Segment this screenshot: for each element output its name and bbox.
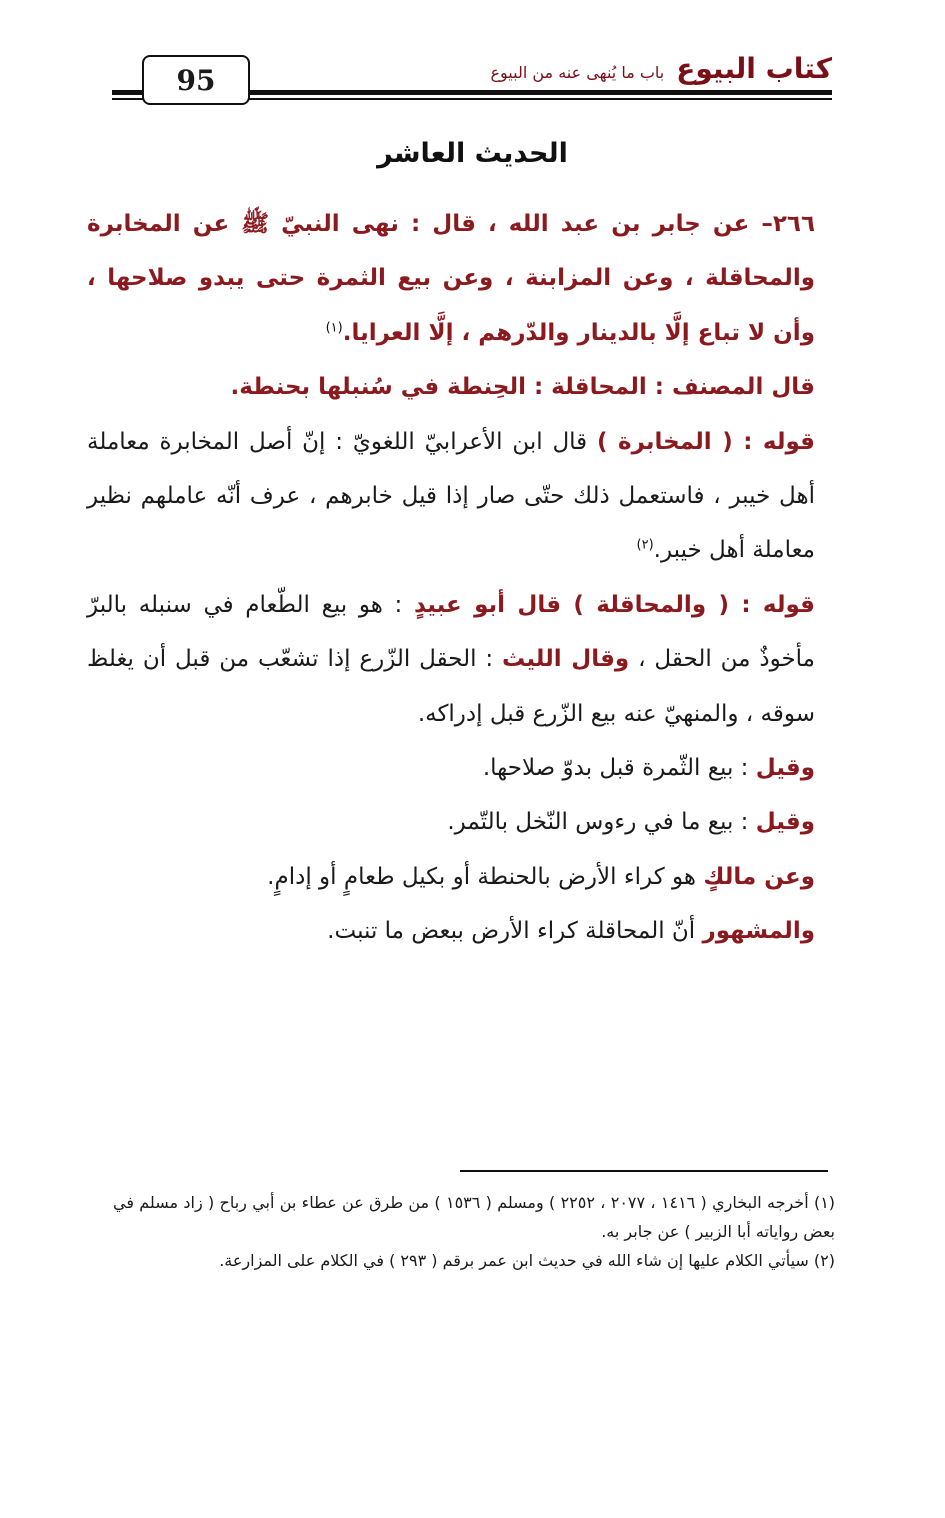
text-mukhabara: قال ابن الأعرابيّ اللغويّ : إنّ أصل المخابرة معاملة أهل خيبر ، فاستعمل ذلك حتّى صار إذا قيل خابرهم ، عرف أنّه عاملهم نظير معاملة أهل خيبر. bbox=[87, 428, 815, 564]
label-muhaqala: قوله : ( والمحاقلة ) قال أبو عبيدٍ bbox=[413, 591, 815, 618]
paragraph-qil-2 bbox=[87, 795, 857, 849]
paragraph-mashhur bbox=[87, 904, 857, 958]
footnotes bbox=[113, 1188, 835, 1275]
text-malik: هو كراء الأرض بالحنطة أو بكيل طعامٍ أو إدامٍ. bbox=[267, 863, 704, 890]
label-mukhabara: قوله : ( المخابرة ) bbox=[596, 428, 815, 455]
label-qil-2: وقيل bbox=[755, 809, 815, 836]
footnote-2: (٢) سيأتي الكلام عليها إن شاء الله في حديث ابن عمر برقم ( ٢٩٣ ) في الكلام على المزارعة. bbox=[219, 1251, 835, 1270]
chapter-title: باب ما يُنهى عنه من البيوع bbox=[490, 63, 665, 82]
author-note bbox=[87, 360, 857, 414]
paragraph-malik bbox=[87, 850, 857, 904]
page-number: 95 bbox=[142, 55, 250, 105]
main-text bbox=[87, 197, 857, 959]
label-malik: وعن مالكٍ bbox=[703, 863, 815, 890]
text-mashhur: أنّ المحاقلة كراء الأرض ببعض ما تنبت. bbox=[327, 918, 703, 945]
footnote-separator bbox=[460, 1170, 828, 1172]
paragraph-qil-1 bbox=[87, 741, 857, 795]
text-muhaqala-a: : هو بيع الطّعام في سنبله بالبرّ مأخوذٌ من الحقل ، bbox=[87, 591, 816, 673]
section-heading: الحديث العاشر bbox=[377, 138, 568, 169]
label-qil-1: وقيل bbox=[755, 755, 815, 782]
footnote-ref-1: (١) bbox=[325, 320, 343, 336]
paragraph-mukhabara bbox=[87, 415, 857, 578]
text-muhaqala-b: : الحقل الزّرع إذا تشعّب من قبل أن يغلظ سوقه ، والمنهيّ عنه بيع الزّرع قبل إدراكه. bbox=[87, 646, 815, 727]
footnote-ref-2: (٢) bbox=[636, 537, 654, 553]
text-qil-1: : بيع الثّمرة قبل بدوّ صلاحها. bbox=[482, 755, 756, 782]
label-mashhur: والمشهور bbox=[702, 918, 815, 945]
running-header bbox=[490, 52, 832, 88]
hadith-text: ٢٦٦– عن جابر بن عبد الله ، قال : نهى النبيّ ﷺ عن المخابرة والمحاقلة ، وعن المزابنة ، وعن بيع الثمرة حتى يبدو صلاحها ، وأن لا تباع إلَّا بالدينار والدّرهم ، إلَّا العرايا. bbox=[87, 211, 815, 346]
hadith-paragraph bbox=[87, 197, 857, 360]
label-layth: وقال الليث bbox=[502, 646, 630, 673]
footnote-1: (١) أخرجه البخاري ( ١٤١٦ ، ٢٠٧٧ ، ٢٢٥٢ ) ومسلم ( ١٥٣٦ ) من طرق عن عطاء بن أبي رباح ( زاد مسلم في بعض رواياته أبا الزبير ) عن جابر به. bbox=[113, 1193, 836, 1241]
author-note-text: قال المصنف : المحاقلة : الحِنطة في سُنبلها بحنطة. bbox=[230, 374, 815, 401]
paragraph-muhaqala bbox=[87, 578, 857, 741]
book-title: كتاب البيوع bbox=[676, 52, 832, 85]
text-qil-2: : بيع ما في رءوس النّخل بالتّمر. bbox=[447, 809, 756, 836]
